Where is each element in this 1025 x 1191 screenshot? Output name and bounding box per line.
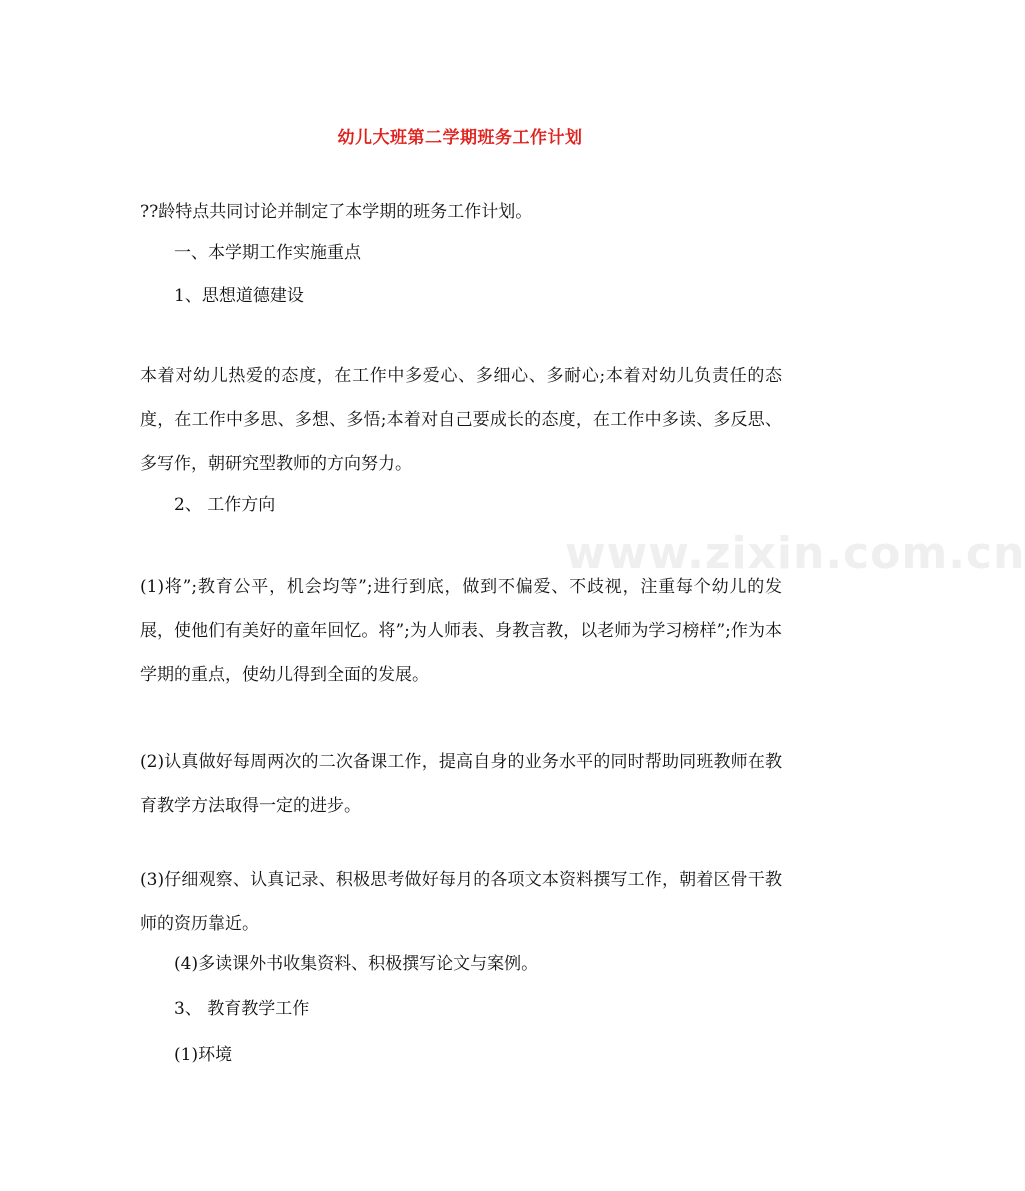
section1-heading: 一、本学期工作实施重点	[174, 243, 361, 263]
item3-heading: 3、 教育教学工作	[174, 999, 310, 1019]
intro-line: ??龄特点共同讨论并制定了本学期的班务工作计划。	[140, 202, 533, 222]
document-title: 幼儿大班第二学期班务工作计划	[337, 128, 583, 148]
item2-paragraph-3: (3)仔细观察、认真记录、积极思考做好每月的各项文本资料撰写工作，朝着区骨干教师的资历靠近。	[140, 870, 782, 934]
item2-paragraph-2: (2)认真做好每周两次的二次备课工作，提高自身的业务水平的同时帮助同班教师在教育教学方法取得一定的进步。	[140, 752, 782, 816]
item3-sub1: (1)环境	[174, 1045, 233, 1065]
item1-body: 本着对幼儿热爱的态度，在工作中多爱心、多细心、多耐心;本着对幼儿负责任的态度，在工作中多思、多想、多悟;本着对自己要成长的态度，在工作中多读、多反思、多写作，朝研究型教师的方向努力。	[140, 366, 782, 474]
item1-heading: 1、思想道德建设	[174, 286, 304, 306]
item2-paragraph-1: (1)将”;教育公平，机会均等”;进行到底，做到不偏爱、不歧视，注重每个幼儿的发展，使他们有美好的童年回忆。将”;为人师表、身教言教，以老师为学习榜样”;作为本学期的重点，使幼儿得到全面的发展。	[140, 577, 782, 685]
watermark: www.zixin.com.cn	[565, 528, 1025, 579]
item2-paragraph-4: (4)多读课外书收集资料、积极撰写论文与案例。	[174, 954, 539, 974]
item2-heading: 2、 工作方向	[174, 495, 276, 515]
